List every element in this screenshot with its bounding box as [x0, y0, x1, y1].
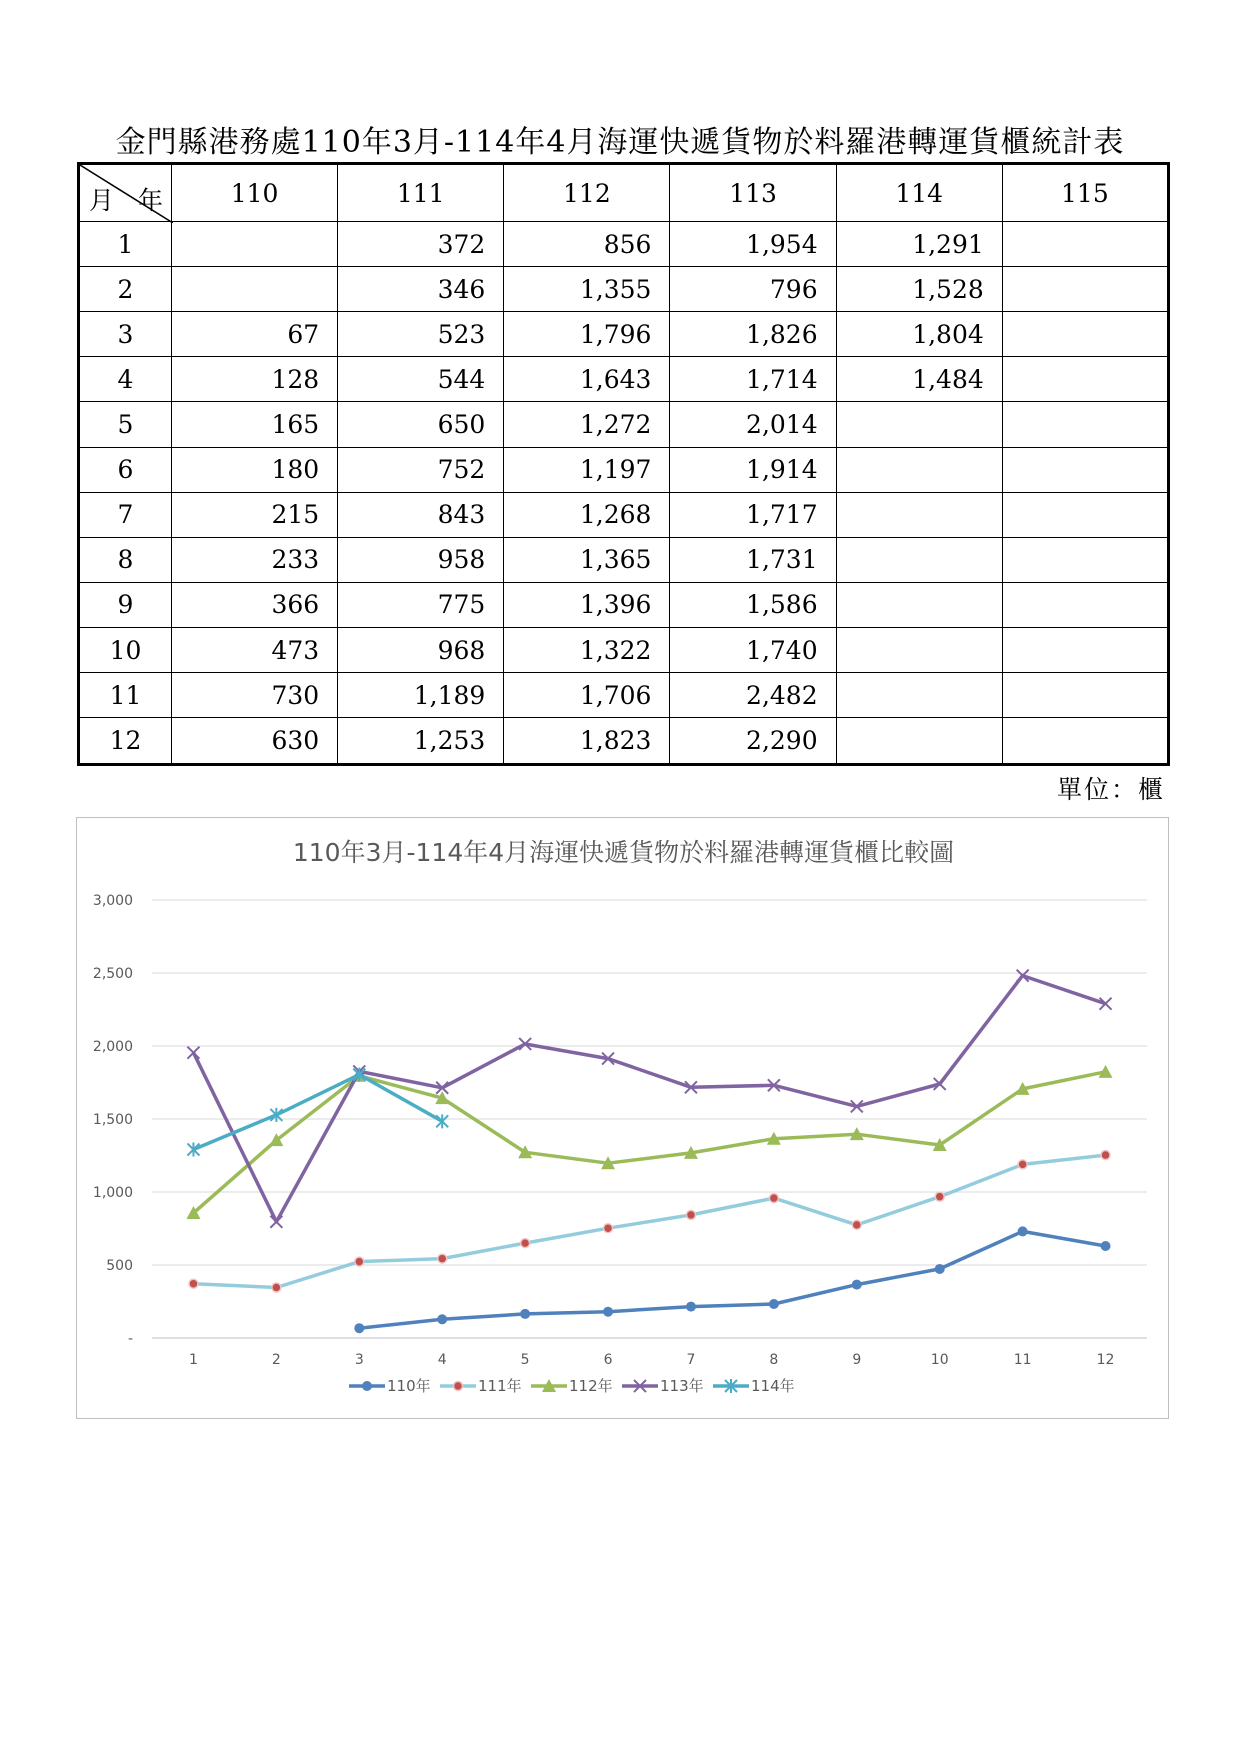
value-cell: 1,322 [504, 627, 670, 672]
x-tick-label: 2 [271, 1352, 281, 1368]
corner-month-label: 月 [89, 186, 115, 215]
value-cell: 544 [338, 357, 504, 402]
value-cell: 1,643 [504, 357, 670, 402]
data-point [355, 1257, 364, 1266]
value-cell: 1,804 [836, 312, 1002, 357]
value-cell: 2,014 [670, 402, 836, 447]
x-tick-label: 11 [1013, 1352, 1032, 1368]
value-cell: 67 [172, 312, 338, 357]
value-cell [1002, 627, 1168, 672]
value-cell: 366 [172, 582, 338, 627]
value-cell: 1,253 [338, 718, 504, 765]
series-line-111年 [194, 1155, 1106, 1287]
y-tick-label: 1,500 [92, 1112, 133, 1128]
value-cell: 473 [172, 627, 338, 672]
table-row [79, 267, 1169, 312]
unit-note: 單位：櫃 [1056, 775, 1165, 804]
legend-label: 110年 [387, 1377, 431, 1395]
corner-year-label: 年 [137, 186, 163, 215]
value-cell [1002, 718, 1168, 765]
value-cell [836, 582, 1002, 627]
value-cell: 1,189 [338, 673, 504, 718]
value-cell [172, 267, 338, 312]
x-tick-label: 9 [852, 1352, 862, 1368]
series-line-114年 [194, 1075, 443, 1150]
value-cell: 1,823 [504, 718, 670, 765]
value-cell: 730 [172, 673, 338, 718]
value-cell: 165 [172, 402, 338, 447]
value-cell: 752 [338, 447, 504, 492]
table-row [79, 222, 1169, 267]
data-point [769, 1299, 779, 1309]
month-cell: 4 [79, 357, 172, 402]
value-cell: 1,714 [670, 357, 836, 402]
value-cell: 796 [670, 267, 836, 312]
year-header-110: 110 [172, 164, 338, 222]
value-cell [1002, 402, 1168, 447]
value-cell: 1,731 [670, 537, 836, 582]
year-header-112: 112 [504, 164, 670, 222]
value-cell: 1,740 [670, 627, 836, 672]
value-cell [1002, 312, 1168, 357]
value-cell: 346 [338, 267, 504, 312]
table-row [79, 537, 1169, 582]
table-row [79, 492, 1169, 537]
value-cell: 1,954 [670, 222, 836, 267]
y-tick-label: - [127, 1331, 133, 1347]
value-cell: 1,355 [504, 267, 670, 312]
month-cell: 3 [79, 312, 172, 357]
year-header-113: 113 [670, 164, 836, 222]
data-point [272, 1283, 281, 1292]
value-cell: 523 [338, 312, 504, 357]
table-row [79, 627, 1169, 672]
x-tick-label: 5 [520, 1352, 530, 1368]
value-cell: 2,482 [670, 673, 836, 718]
value-cell: 1,528 [836, 267, 1002, 312]
value-cell [172, 222, 338, 267]
month-cell: 8 [79, 537, 172, 582]
value-cell [1002, 222, 1168, 267]
data-point [1101, 1241, 1111, 1251]
value-cell: 1,396 [504, 582, 670, 627]
value-cell [1002, 537, 1168, 582]
value-cell: 2,290 [670, 718, 836, 765]
value-cell: 958 [338, 537, 504, 582]
value-cell [836, 447, 1002, 492]
value-cell: 1,826 [670, 312, 836, 357]
value-cell [1002, 447, 1168, 492]
statistics-table [77, 162, 1170, 766]
table-row [79, 447, 1169, 492]
table-row [79, 312, 1169, 357]
value-cell: 1,365 [504, 537, 670, 582]
month-cell: 2 [79, 267, 172, 312]
data-point [935, 1192, 944, 1201]
data-point [187, 1047, 199, 1059]
series-line-110年 [359, 1231, 1105, 1328]
data-point [769, 1194, 778, 1203]
value-cell: 1,706 [504, 673, 670, 718]
value-cell: 128 [172, 357, 338, 402]
year-header-115: 115 [1002, 164, 1168, 222]
data-point [436, 1114, 448, 1128]
value-cell: 372 [338, 222, 504, 267]
data-point [437, 1314, 447, 1324]
chart-canvas [77, 818, 1170, 1420]
legend-label: 113年 [660, 1377, 704, 1395]
legend-label: 112年 [569, 1377, 613, 1395]
legend-label: 114年 [751, 1377, 795, 1395]
value-cell: 775 [338, 582, 504, 627]
value-cell [836, 492, 1002, 537]
value-cell: 215 [172, 492, 338, 537]
month-cell: 5 [79, 402, 172, 447]
value-cell: 650 [338, 402, 504, 447]
x-tick-label: 6 [603, 1352, 613, 1368]
data-point [520, 1309, 530, 1319]
year-header-114: 114 [836, 164, 1002, 222]
value-cell: 968 [338, 627, 504, 672]
legend-marker [362, 1381, 372, 1391]
document-title: 金門縣港務處110年3月-114年4月海運快遞貨物於料羅港轉運貨櫃統計表 [115, 125, 1125, 160]
data-point [521, 1239, 530, 1248]
month-cell: 7 [79, 492, 172, 537]
value-cell: 1,291 [836, 222, 1002, 267]
value-cell [1002, 673, 1168, 718]
table-row [79, 673, 1169, 718]
value-cell [1002, 267, 1168, 312]
data-point [1018, 1226, 1028, 1236]
legend-label: 111年 [478, 1377, 522, 1395]
data-point [935, 1264, 945, 1274]
y-tick-label: 1,000 [92, 1185, 133, 1201]
value-cell [836, 673, 1002, 718]
value-cell: 1,197 [504, 447, 670, 492]
value-cell [836, 627, 1002, 672]
y-tick-label: 3,000 [92, 893, 133, 909]
data-point [686, 1210, 695, 1219]
table-corner-cell [79, 164, 172, 222]
data-point [354, 1323, 364, 1333]
data-point [189, 1279, 198, 1288]
value-cell: 856 [504, 222, 670, 267]
data-point [270, 1216, 282, 1228]
value-cell: 1,717 [670, 492, 836, 537]
value-cell [1002, 492, 1168, 537]
value-cell: 1,796 [504, 312, 670, 357]
data-point [1018, 1160, 1027, 1169]
month-cell: 9 [79, 582, 172, 627]
data-point [686, 1302, 696, 1312]
y-tick-label: 500 [106, 1258, 133, 1274]
x-tick-label: 1 [188, 1352, 198, 1368]
data-point [1101, 1151, 1110, 1160]
month-cell: 6 [79, 447, 172, 492]
data-point [852, 1280, 862, 1290]
value-cell: 630 [172, 718, 338, 765]
data-point [852, 1220, 861, 1229]
value-cell: 180 [172, 447, 338, 492]
table-header-row [79, 164, 1169, 222]
value-cell: 1,586 [670, 582, 836, 627]
y-tick-label: 2,000 [92, 1039, 133, 1055]
value-cell: 233 [172, 537, 338, 582]
year-header-111: 111 [338, 164, 504, 222]
x-tick-label: 10 [930, 1352, 949, 1368]
data-point [603, 1307, 613, 1317]
legend-marker [454, 1382, 463, 1391]
value-cell [836, 718, 1002, 765]
data-point [604, 1224, 613, 1233]
value-cell: 843 [338, 492, 504, 537]
value-cell [1002, 357, 1168, 402]
data-point [438, 1254, 447, 1263]
x-tick-label: 12 [1096, 1352, 1115, 1368]
value-cell: 1,272 [504, 402, 670, 447]
table-row [79, 402, 1169, 447]
value-cell: 1,268 [504, 492, 670, 537]
chart-title: 110年3月-114年4月海運快遞貨物於料羅港轉運貨櫃比較圖 [292, 838, 955, 867]
value-cell: 1,914 [670, 447, 836, 492]
y-tick-label: 2,500 [92, 966, 133, 982]
x-tick-label: 4 [437, 1352, 447, 1368]
value-cell: 1,484 [836, 357, 1002, 402]
x-tick-label: 7 [686, 1352, 696, 1368]
value-cell [1002, 582, 1168, 627]
table-row [79, 357, 1169, 402]
table-row [79, 582, 1169, 627]
comparison-chart [76, 817, 1169, 1419]
x-tick-label: 8 [769, 1352, 779, 1368]
month-cell: 12 [79, 718, 172, 765]
month-cell: 1 [79, 222, 172, 267]
table-row [79, 718, 1169, 765]
value-cell [836, 537, 1002, 582]
x-tick-label: 3 [354, 1352, 364, 1368]
month-cell: 10 [79, 627, 172, 672]
month-cell: 11 [79, 673, 172, 718]
value-cell [836, 402, 1002, 447]
